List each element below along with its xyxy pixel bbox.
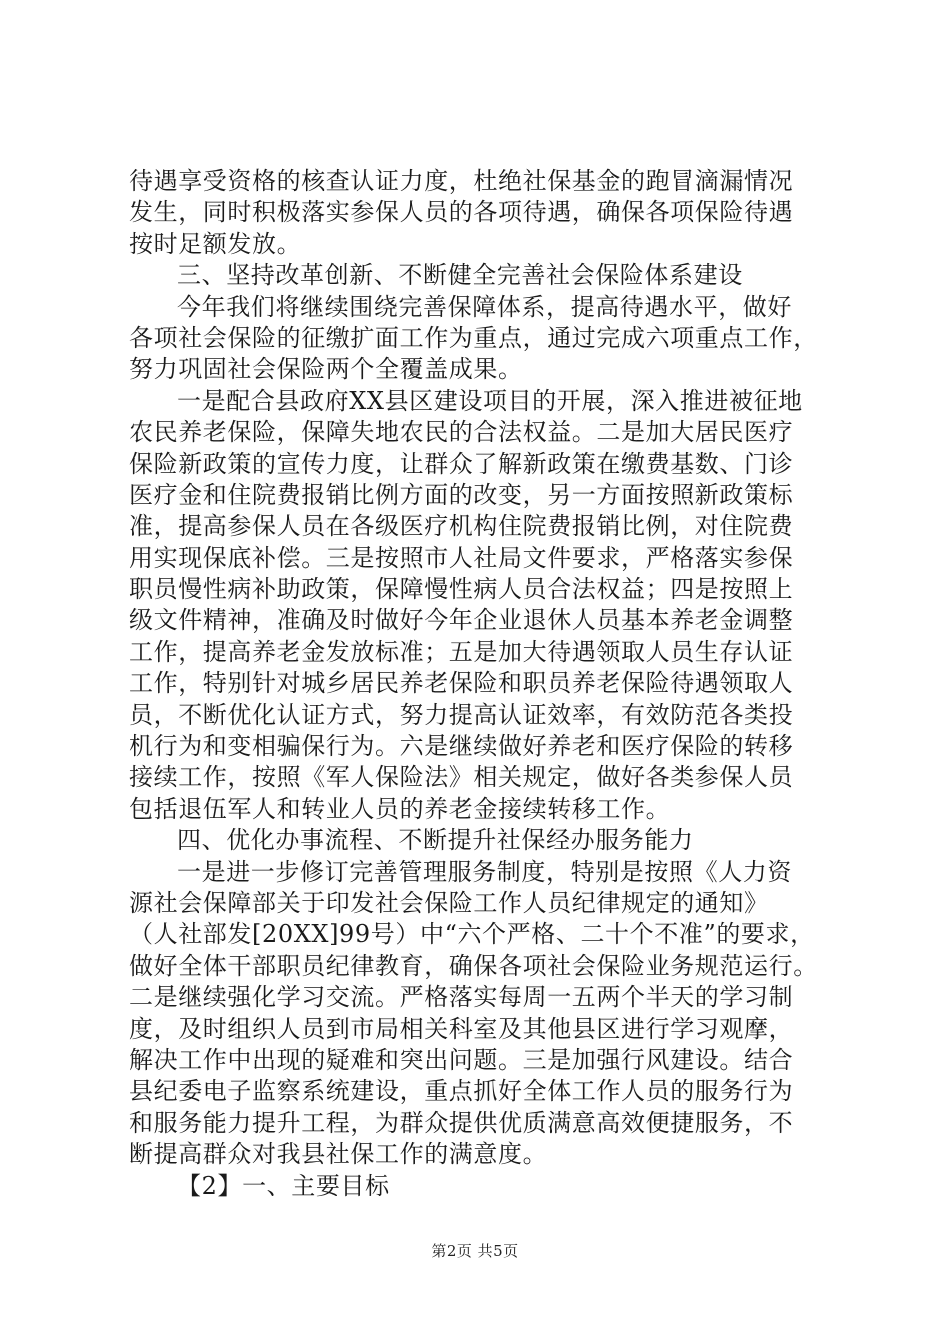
text-line: 医疗金和住院费报销比例方面的改变，另一方面按照新政策标: [129, 480, 794, 509]
text-line: （人社部发[20XX]99号）中“六个严格、二十个不准”的要求，: [129, 920, 815, 949]
text-line: 待遇享受资格的核查认证力度，杜绝社保基金的跑冒滴漏情况: [129, 167, 794, 195]
text-line: 准，提高参保人员在各级医疗机构住院费报销比例，对住院费: [129, 512, 794, 541]
text-line: 县纪委电子监察系统建设，重点抓好全体工作人员的服务行为: [129, 1077, 794, 1106]
text-line: 工作，特别针对城乡居民养老保险和职员养老保险待遇领取人: [129, 669, 794, 698]
text-line: 做好全体干部职员纪律教育，确保各项社会保险业务规范运行。: [129, 951, 818, 980]
text-line: 度，及时组织人员到市局相关科室及其他县区进行学习观摩，: [129, 1014, 794, 1043]
text-line: 机行为和变相骗保行为。六是继续做好养老和医疗保险的转移: [129, 732, 794, 761]
page-number-footer: 第2页 共5页: [431, 1242, 519, 1260]
text-line: 工作，提高养老金发放标准；五是加大待遇领取人员生存认证: [129, 637, 794, 666]
section-heading-3: 三、坚持改革创新、不断健全完善社会保险体系建设: [177, 261, 743, 290]
text-line: 二是继续强化学习交流。严格落实每周一五两个半天的学习制: [129, 983, 794, 1012]
text-line: 用实现保底补偿。三是按照市人社局文件要求，严格落实参保: [129, 543, 794, 572]
text-line: 断提高群众对我县社保工作的满意度。: [129, 1140, 548, 1169]
text-line: 级文件精神，准确及时做好今年企业退休人员基本养老金调整: [129, 606, 794, 635]
text-line: 一是配合县政府XX县区建设项目的开展，深入推进被征地: [177, 386, 803, 415]
text-line: 一是进一步修订完善管理服务制度，特别是按照《人力资: [177, 857, 792, 886]
text-line: 发生，同时积极落实参保人员的各项待遇，确保各项保险待遇: [129, 198, 794, 227]
document-body: [129, 166, 829, 1202]
text-line: 源社会保障部关于印发社会保险工作人员纪律规定的通知》: [129, 888, 769, 917]
text-line: 职员慢性病补助政策，保障慢性病人员合法权益；四是按照上: [129, 575, 794, 604]
text-line: 农民养老保险，保障失地农民的合法权益。二是加大居民医疗: [129, 418, 794, 447]
text-line: 包括退伍军人和转业人员的养老金接续转移工作。: [129, 794, 671, 823]
text-line: 各项社会保险的征缴扩面工作为重点，通过完成六项重点工作，: [129, 323, 818, 352]
text-line: 努力巩固社会保险两个全覆盖成果。: [129, 355, 523, 384]
text-line: 按时足额发放。: [129, 229, 302, 258]
text-line: 和服务能力提升工程，为群众提供优质满意高效便捷服务，不: [129, 1108, 794, 1137]
text-line: 今年我们将继续围绕完善保障体系，提高待遇水平，做好: [177, 292, 792, 321]
text-line: 员，不断优化认证方式，努力提高认证效率，有效防范各类投: [129, 700, 794, 729]
section-heading-4: 四、优化办事流程、不断提升社保经办服务能力: [177, 826, 694, 855]
text-line: 保险新政策的宣传力度，让群众了解新政策在缴费基数、门诊: [129, 449, 794, 478]
text-line: 解决工作中出现的疑难和突出问题。三是加强行风建设。结合: [129, 1045, 794, 1074]
section-heading-2: 【2】一、主要目标: [177, 1171, 390, 1200]
text-line: 接续工作，按照《军人保险法》相关规定，做好各类参保人员: [129, 763, 794, 792]
